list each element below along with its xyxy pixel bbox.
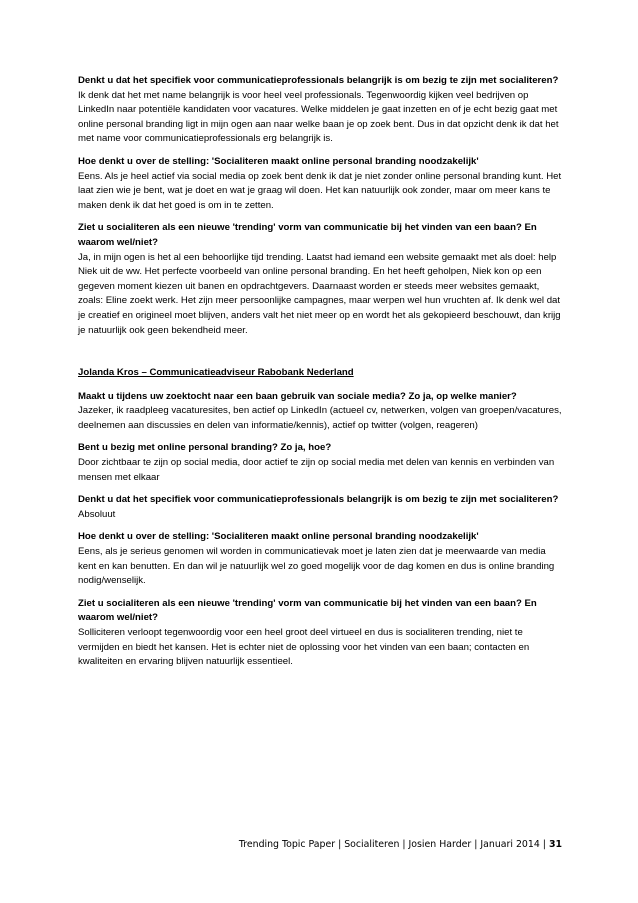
page-number: 31 [548,839,562,850]
page-content [78,74,566,678]
qa-block [78,597,566,670]
answer-text: Ja, in mijn ogen is het al een behoorlijke tijd trending. Laatst had iemand een website gemaakt met als doel: help Niek uit de ww. Het perfecte voorbeeld van online personal branding. En het heeft geholpen, Niek kon op een gegeven moment kiezen uit banen en opdrachtgevers. Daarnaast worden er steeds meer websites gemaakt, zoals: Eline zoekt werk. Het zijn meer persoonlijke campagnes, maar werpen wel hun vruchten af. Ik denk wel dat je creatief en origineel moet blijven, anders valt het niet meer op en wordt het als gekopieerd beschouwt, dan krijg je natuurlijk ook geen bekendheid meer. [78,251,561,336]
answer-text: Eens, als je serieus genomen wil worden in communicatievak moet je laten zien dat je meerwaarde van media kent en kan benutten. En dan wil je natuurlijk wel zo goed mogelijk voor de dag komen en dus is online branding nodig/wenselijk. [78,546,555,587]
answer-text: Jazeker, ik raadpleeg vacaturesites, ben actief op LinkedIn (actueel cv, netwerken, volgen van groepen/vacatures, deelnemen aan discussies en delen van informatie/kennis), actief op twitter (volgen, reageren) [78,405,562,431]
question-text: Hoe denkt u over de stelling: 'Socialiteren maakt online personal branding noodzakelijk' [78,155,479,167]
question-text: Bent u bezig met online personal branding? Zo ja, hoe? [78,442,332,454]
qa-block [78,221,566,338]
question-text: Hoe denkt u over de stelling: 'Socialiteren maakt online personal branding noodzakelijk' [78,531,479,543]
qa-block [78,530,566,588]
question-text: Ziet u socialiteren als een nieuwe 'trending' vorm van communicatie bij het vinden van een baan? En waarom wel/niet? [78,222,537,248]
qa-block [78,441,566,485]
footer-text: Trending Topic Paper | Socialiteren | Josien Harder | Januari 2014 | [238,839,546,850]
page-footer [0,839,562,850]
answer-text: Solliciteren verloopt tegenwoordig voor een heel groot deel virtueel en dus is socialiteren trending, niet te vermijden en biedt het kansen. Het is echter niet de oplossing voor het vinden van een baan; contacten en kwaliteiten en ervaring blijven natuurlijk essentieel. [78,627,530,668]
qa-block [78,74,566,147]
answer-text: Eens. Als je heel actief via social media op zoek bent denk ik dat je niet zonder online personal branding kunt. Het laat zien wie je bent, wat je doet en wat je graag wil doen. Het kan natuurlijk ook zonder, maar om meer kans te maken denk ik dat het goed is om in te zetten. [78,170,562,211]
interviewee-heading: Jolanda Kros – Communicatieadviseur Rabobank Nederland [78,367,354,379]
qa-block [78,155,566,213]
answer-text: Absoluut [78,508,116,520]
question-text: Denkt u dat het specifiek voor communicatieprofessionals belangrijk is om bezig te zijn met socialiteren? [78,494,559,506]
qa-block [78,493,566,522]
qa-block [78,390,566,434]
question-text: Ziet u socialiteren als een nieuwe 'trending' vorm van communicatie bij het vinden van een baan? En waarom wel/niet? [78,597,537,624]
answer-text: Door zichtbaar te zijn op social media, door actief te zijn op social media met delen van kennis en verbinden van mensen met elkaar [78,457,555,483]
question-text: Maakt u tijdens uw zoektocht naar een baan gebruik van sociale media? Zo ja, op welke manier? [78,390,517,402]
answer-text: Ik denk dat het met name belangrijk is voor heel veel professionals. Tegenwoordig kijken veel bedrijven op LinkedIn naar potentiële kandidaten voor vacatures. Welke middelen je gaat inzetten en of je echt bezig gaat met online personal branding ligt in mijn ogen aan naar welke baan je op zoek bent. Dus in dat opzicht denk ik dat het met name voor communicatieprofessionals erg belangrijk is. [78,89,559,145]
question-text: Denkt u dat het specifiek voor communicatieprofessionals belangrijk is om bezig te zijn met socialiteren? [78,75,559,86]
